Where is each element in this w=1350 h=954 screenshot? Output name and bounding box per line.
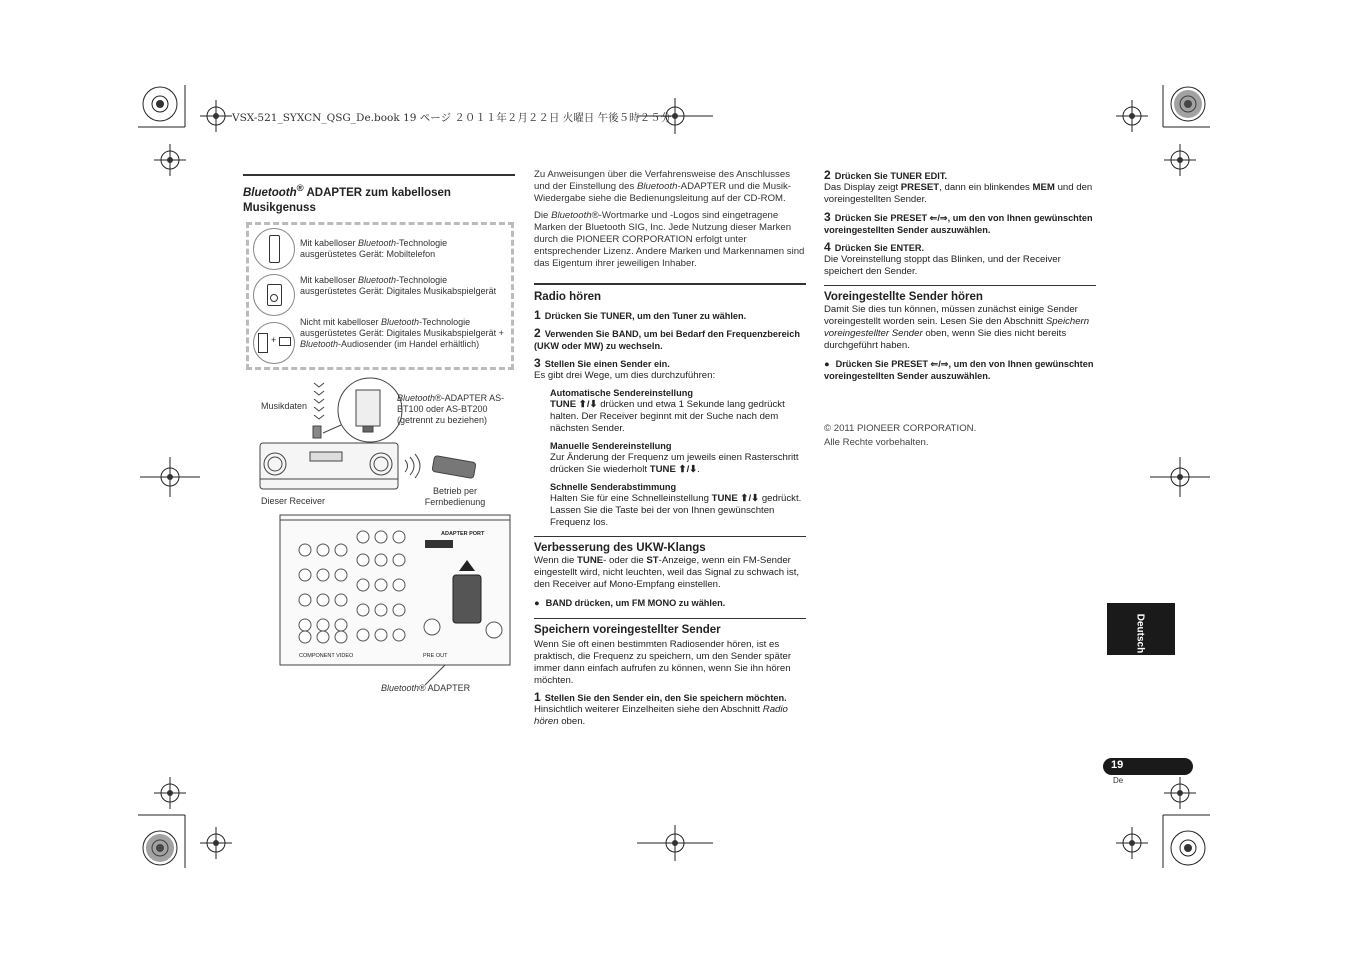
auto-tuning-body: TUNE ⬆/⬇ drücken und etwa 1 Sekunde lang gedrückt halten. Der Receiver beginnt mit der Suche nach dem nächsten Sender. bbox=[550, 399, 785, 434]
listen-title: Voreingestellte Sender hören bbox=[824, 291, 983, 303]
intro-paragraph-1: Zu Anweisungen über die Verfahrensweise des Anschlusses und der Einstellung des Bluetooth-ADAPTER und die Musik-Wiedergabe siehe die Bedienungsleitung auf der CD-ROM. bbox=[534, 169, 792, 204]
rights-reserved: Alle Rechte vorbehalten. bbox=[824, 437, 929, 448]
adapter-model-label: Bluetooth®-ADAPTER AS-BT100 oder AS-BT200 (getrennt zu beziehen) bbox=[397, 393, 505, 425]
listen-rule bbox=[824, 285, 1096, 286]
device-transmitter-text: Nicht mit kabelloser Bluetooth-Technologie ausgerüstetes Gerät: Digitales Musikabspielgerät + Bluetooth-Audiosender (im Handel erhältlich) bbox=[300, 317, 504, 349]
save-step-4-body: Die Voreinstellung stoppt das Blinken, und der Receiver speichert den Sender. bbox=[824, 254, 1061, 277]
save-step-2-body: Das Display zeigt PRESET, dann ein blinkendes MEM und den voreingestellten Sender. bbox=[824, 182, 1093, 205]
save-rule bbox=[534, 618, 806, 619]
copyright: © 2011 PIONEER CORPORATION. bbox=[824, 423, 977, 434]
tuning-methods bbox=[550, 387, 806, 529]
auto-tuning-heading: Automatische Sendereinstellung bbox=[550, 388, 693, 398]
save-step-3: 3 Drücken Sie PRESET ⇐/⇒, um den von Ihnen gewünschten voreingestellten Sender auszuwählen. bbox=[824, 210, 1093, 235]
ukw-section bbox=[534, 541, 806, 609]
save-section bbox=[534, 623, 806, 728]
radio-step-3-body: Es gibt drei Wege, um dies durchzuführen: bbox=[534, 370, 716, 381]
ukw-body: Wenn die TUNE- oder die ST-Anzeige, wenn ein FM-Sender eingestellt wird, nicht leuchten, weil das Signal zu schwach ist, den Receiver auf Mono-Empfang einstellen. bbox=[534, 555, 800, 590]
middle-column bbox=[534, 169, 806, 270]
intro-paragraph-2: Die Bluetooth®-Wortmarke und -Logos sind eingetragene Marken der Bluetooth SIG, Inc. Jede Nutzung dieser Marken durch die PIONEER CORPORATION erfolgt unter entsprechender Lizenz. Andere Marken und Markennamen sind das Eigentum ihrer jeweiligen Inhaber. bbox=[534, 210, 805, 269]
print-header: VSX-521_SYXCN_QSG_De.book 19 ページ ２０１１年２月２２日 火曜日 午後５時２５分 bbox=[232, 112, 672, 124]
fast-tuning-body: Halten Sie für eine Schnelleinstellung TUNE ⬆/⬇ gedrückt. Lassen Sie die Taste bei der von Ihnen gewünschten Frequenz los. bbox=[550, 493, 802, 528]
radio-title: Radio hören bbox=[534, 291, 602, 303]
page-number-pill bbox=[1103, 758, 1193, 775]
bt-adapter-title: Bluetooth® ADAPTER zum kabellosen Musikgenuss bbox=[243, 183, 451, 214]
fast-tuning-heading: Schnelle Senderabstimmung bbox=[550, 482, 677, 492]
right-column bbox=[824, 169, 1096, 278]
radio-section bbox=[534, 290, 806, 529]
radio-rule bbox=[534, 283, 806, 285]
left-top-rule bbox=[243, 174, 515, 176]
bt-adapter-label: Bluetooth® ADAPTER bbox=[381, 683, 471, 693]
ukw-title: Verbesserung des UKW-Klangs bbox=[534, 542, 706, 554]
remote-operation-label: Betrieb per Fernbedienung bbox=[424, 486, 486, 507]
mobile-phone-icon bbox=[253, 228, 295, 270]
listen-bullet: ● Drücken Sie PRESET ⇐/⇒, um den von Ihnen gewünschten voreingestellten Sender auszuwählen. bbox=[824, 359, 1094, 381]
music-player-icon bbox=[253, 274, 295, 316]
copyright-block bbox=[824, 423, 1096, 449]
music-data-chevrons bbox=[314, 383, 324, 419]
listen-body: Damit Sie dies tun können, müssen zunächst einige Sender voreingestellt worden sein. Lesen Sie den Abschnitt Speichern voreingestellter Sender oben, wenn Sie dies nicht bereits durchgeführt haben. bbox=[824, 304, 1090, 351]
save-step-1: 1 Stellen Sie den Sender ein, den Sie speichern möchten. bbox=[534, 690, 787, 704]
player-plus-transmitter-icon: + bbox=[253, 322, 295, 364]
this-receiver-label: Dieser Receiver bbox=[261, 496, 326, 506]
device-phone-text: Mit kabelloser Bluetooth-Technologie ausgerüstetes Gerät: Mobiltelefon bbox=[300, 238, 448, 259]
music-data-label: Musikdaten bbox=[261, 401, 308, 411]
manual-tuning-body: Zur Änderung der Frequenz um jeweils einen Rasterschritt drücken Sie wiederholt TUNE ⬆/⬇. bbox=[550, 452, 799, 475]
save-step-4: 4 Drücken Sie ENTER. bbox=[824, 240, 925, 254]
ukw-rule bbox=[534, 536, 806, 537]
radio-step-2: 2 Verwenden Sie BAND, um bei Bedarf den Frequenzbereich (UKW oder MW) zu wechseln. bbox=[534, 326, 800, 351]
pre-out-label: PRE OUT bbox=[423, 653, 448, 659]
page-number: 19 bbox=[1111, 759, 1124, 771]
save-title: Speichern voreingestellter Sender bbox=[534, 624, 721, 636]
adapter-port-label: ADAPTER PORT bbox=[441, 531, 485, 537]
listen-section bbox=[824, 290, 1096, 382]
save-body: Wenn Sie oft einen bestimmten Radiosender hören, ist es praktisch, die Frequenz zu speichern, um den Sender später immer dann einfach aufrufen zu können, wenn Sie ihn hören möchten. bbox=[534, 639, 792, 686]
page-language: De bbox=[1113, 776, 1124, 785]
radio-step-3: 3 Stellen Sie einen Sender ein. bbox=[534, 356, 670, 370]
manual-tuning-heading: Manuelle Sendereinstellung bbox=[550, 441, 672, 451]
ukw-bullet: ● BAND drücken, um FM MONO zu wählen. bbox=[534, 598, 726, 608]
radio-step-1: 1 Drücken Sie TUNER, um den Tuner zu wählen. bbox=[534, 308, 747, 322]
language-tab: Deutsch bbox=[1107, 603, 1175, 655]
component-video-label: COMPONENT VIDEO bbox=[299, 653, 354, 659]
save-step-1-body: Hinsichtlich weiterer Einzelheiten siehe den Abschnitt Radio hören oben. bbox=[534, 704, 788, 727]
save-step-2: 2 Drücken Sie TUNER EDIT. bbox=[824, 168, 948, 182]
device-player-text: Mit kabelloser Bluetooth-Technologie ausgerüstetes Gerät: Digitales Musikabspielgerät bbox=[300, 275, 497, 296]
